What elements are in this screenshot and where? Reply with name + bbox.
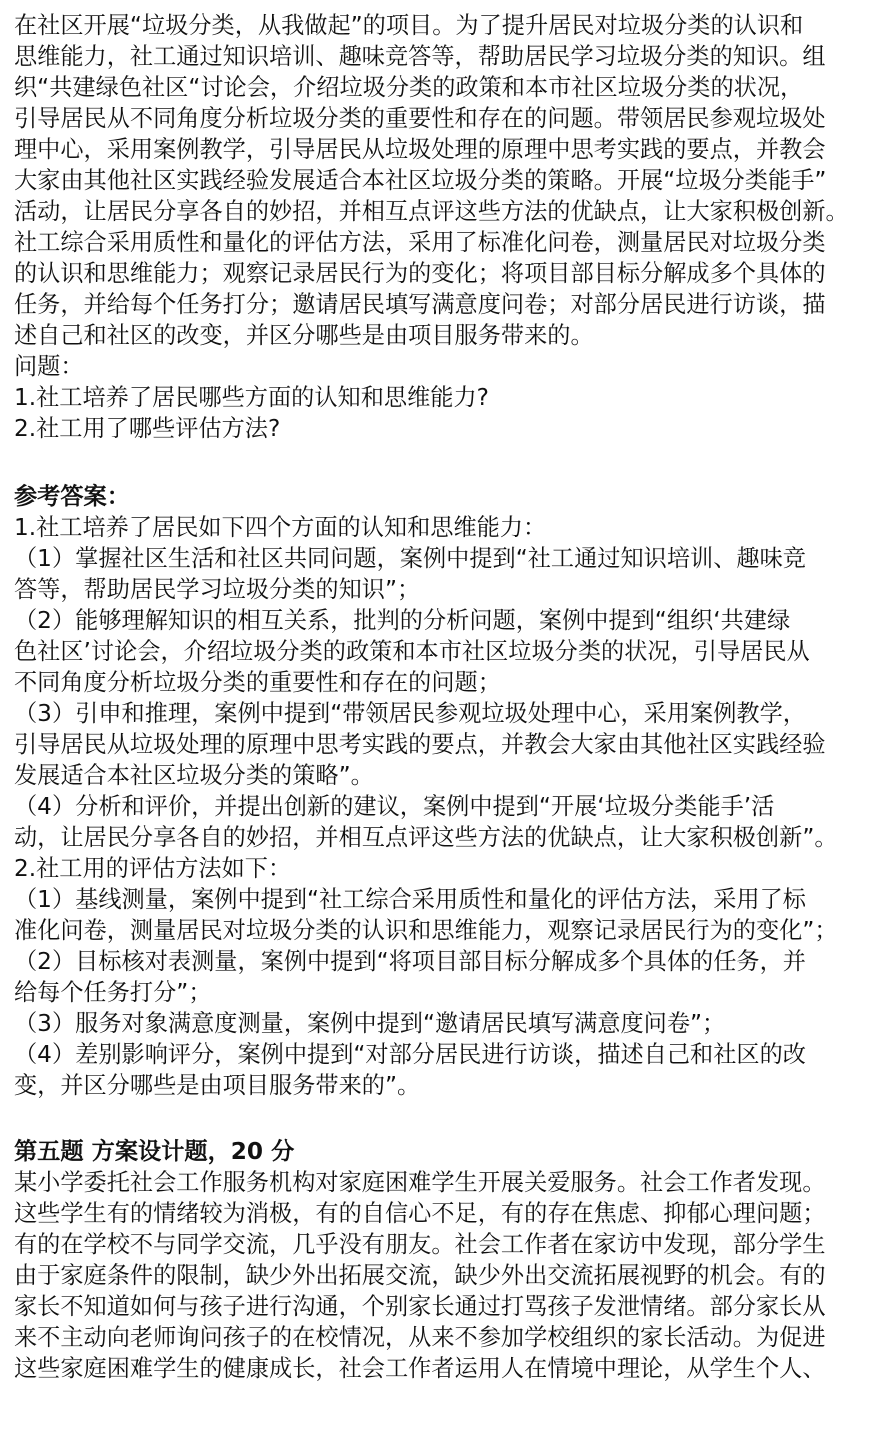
answer-text-line: 变，并区分哪些是由项目服务带来的”。 — [14, 1072, 421, 1099]
next-question-text — [14, 1167, 855, 1384]
answer-text-line: 准化问卷，测量居民对垃圾分类的认识和思维能力，观察记录居民行为的变化”； — [14, 917, 838, 944]
case-text-line: 活动，让居民分享各自的妙招，并相互点评这些方法的优缺点，让大家积极创新。 — [14, 198, 849, 225]
answer-text-line: 不同角度分析垃圾分类的重要性和存在的问题； — [14, 669, 501, 696]
case-text-line: 织“共建绿色社区“讨论会，介绍垃圾分类的政策和本市社区垃圾分类的状况， — [14, 74, 804, 101]
case-text-line: 在社区开展“垃圾分类，从我做起”的项目。为了提升居民对垃圾分类的认识和 — [14, 12, 804, 39]
next-question-text-line: 由于家庭条件的限制，缺少外出拓展交流，缺少外出交流拓展视野的机会。有的 — [14, 1262, 826, 1289]
next-question-block — [14, 1136, 855, 1384]
answer-text-line: （2）目标核对表测量，案例中提到“将项目部目标分解成多个具体的任务，并 — [14, 948, 806, 975]
case-text-line: 任务，并给每个任务打分；邀请居民填写满意度问卷；对部分居民进行访谈，描 — [14, 291, 826, 318]
next-question-text-line: 这些家庭困难学生的健康成长，社会工作者运用人在情境中理论，从学生个人、 — [14, 1355, 826, 1382]
next-question-text-line: 某小学委托社会工作服务机构对家庭困难学生开展关爱服务。社会工作者发现。 — [14, 1169, 826, 1196]
answer-text-line: 引导居民从垃圾处理的原理中思考实践的要点，并教会大家由其他社区实践经验 — [14, 731, 826, 758]
answer-text-line: （1）掌握社区生活和社区共同问题，案例中提到“社工通过知识培训、趣味竞 — [14, 545, 806, 572]
next-question-text-line: 有的在学校不与同学交流，几乎没有朋友。社会工作者在家访中发现，部分学生 — [14, 1231, 826, 1258]
answer-heading: 参考答案： — [14, 483, 130, 510]
case-text-line: 的认识和思维能力；观察记录居民行为的变化；将项目部目标分解成多个具体的 — [14, 260, 826, 287]
answer-text-line: 2.社工用的评估方法如下： — [14, 855, 292, 882]
answer-text-line: （4）差别影响评分，案例中提到“对部分居民进行访谈，描述自己和社区的改 — [14, 1041, 806, 1068]
questions-block — [14, 351, 855, 444]
case-text-line: 思维能力，社工通过知识培训、趣味竞答等，帮助居民学习垃圾分类的知识。组 — [14, 43, 826, 70]
next-question-text-line: 这些学生有的情绪较为消极，有的自信心不足，有的存在焦虑、抑郁心理问题； — [14, 1200, 826, 1227]
case-text-line: 社工综合采用质性和量化的评估方法，采用了标准化问卷，测量居民对垃圾分类 — [14, 229, 826, 256]
question-item: 1.社工培养了居民哪些方面的认知和思维能力? — [14, 384, 489, 411]
next-question-heading: 第五题 方案设计题，20 分 — [14, 1138, 295, 1165]
answer-text-line: 1.社工培养了居民如下四个方面的认知和思维能力： — [14, 514, 547, 541]
case-text-line: 大家由其他社区实践经验发展适合本社区垃圾分类的策略。开展“垃圾分类能手” — [14, 167, 827, 194]
case-description — [14, 10, 855, 351]
answer-text-line: （1）基线测量，案例中提到“社工综合采用质性和量化的评估方法，采用了标 — [14, 886, 806, 913]
answer-text-line: 色社区’讨论会，介绍垃圾分类的政策和本市社区垃圾分类的状况，引导居民从 — [14, 638, 810, 665]
answer-text — [14, 512, 855, 1101]
answer-text-line: （3）引申和推理，案例中提到“带领居民参观垃圾处理中心，采用案例教学， — [14, 700, 806, 727]
answer-text-line: 答等，帮助居民学习垃圾分类的知识”； — [14, 576, 421, 603]
answer-text-line: 发展适合本社区垃圾分类的策略”。 — [14, 762, 374, 789]
spacer — [14, 1101, 855, 1132]
answer-text-line: （2）能够理解知识的相互关系，批判的分析问题，案例中提到“组织‘共建绿 — [14, 607, 791, 634]
next-question-text-line: 家长不知道如何与孩子进行沟通，个别家长通过打骂孩子发泄情绪。部分家长从 — [14, 1293, 826, 1320]
spacer — [14, 444, 855, 475]
answer-text-line: （4）分析和评价，并提出创新的建议，案例中提到“开展‘垃圾分类能手’活 — [14, 793, 775, 820]
questions-label: 问题： — [14, 353, 84, 380]
answer-text-line: 给每个任务打分”； — [14, 979, 212, 1006]
question-item: 2.社工用了哪些评估方法? — [14, 415, 281, 442]
answer-block — [14, 481, 855, 1101]
case-text-line: 理中心，采用案例教学，引导居民从垃圾处理的原理中思考实践的要点，并教会 — [14, 136, 826, 163]
answer-text-line: （3）服务对象满意度测量，案例中提到“邀请居民填写满意度问卷”； — [14, 1010, 726, 1037]
case-text-line: 引导居民从不同角度分析垃圾分类的重要性和存在的问题。带领居民参观垃圾处 — [14, 105, 826, 132]
case-text-line: 述自己和社区的改变，并区分哪些是由项目服务带来的。 — [14, 322, 594, 349]
answer-text-line: 动，让居民分享各自的妙招，并相互点评这些方法的优缺点，让大家积极创新”。 — [14, 824, 838, 851]
next-question-text-line: 来不主动向老师询问孩子的在校情况，从来不参加学校组织的家长活动。为促进 — [14, 1324, 826, 1351]
question-list — [14, 382, 855, 444]
